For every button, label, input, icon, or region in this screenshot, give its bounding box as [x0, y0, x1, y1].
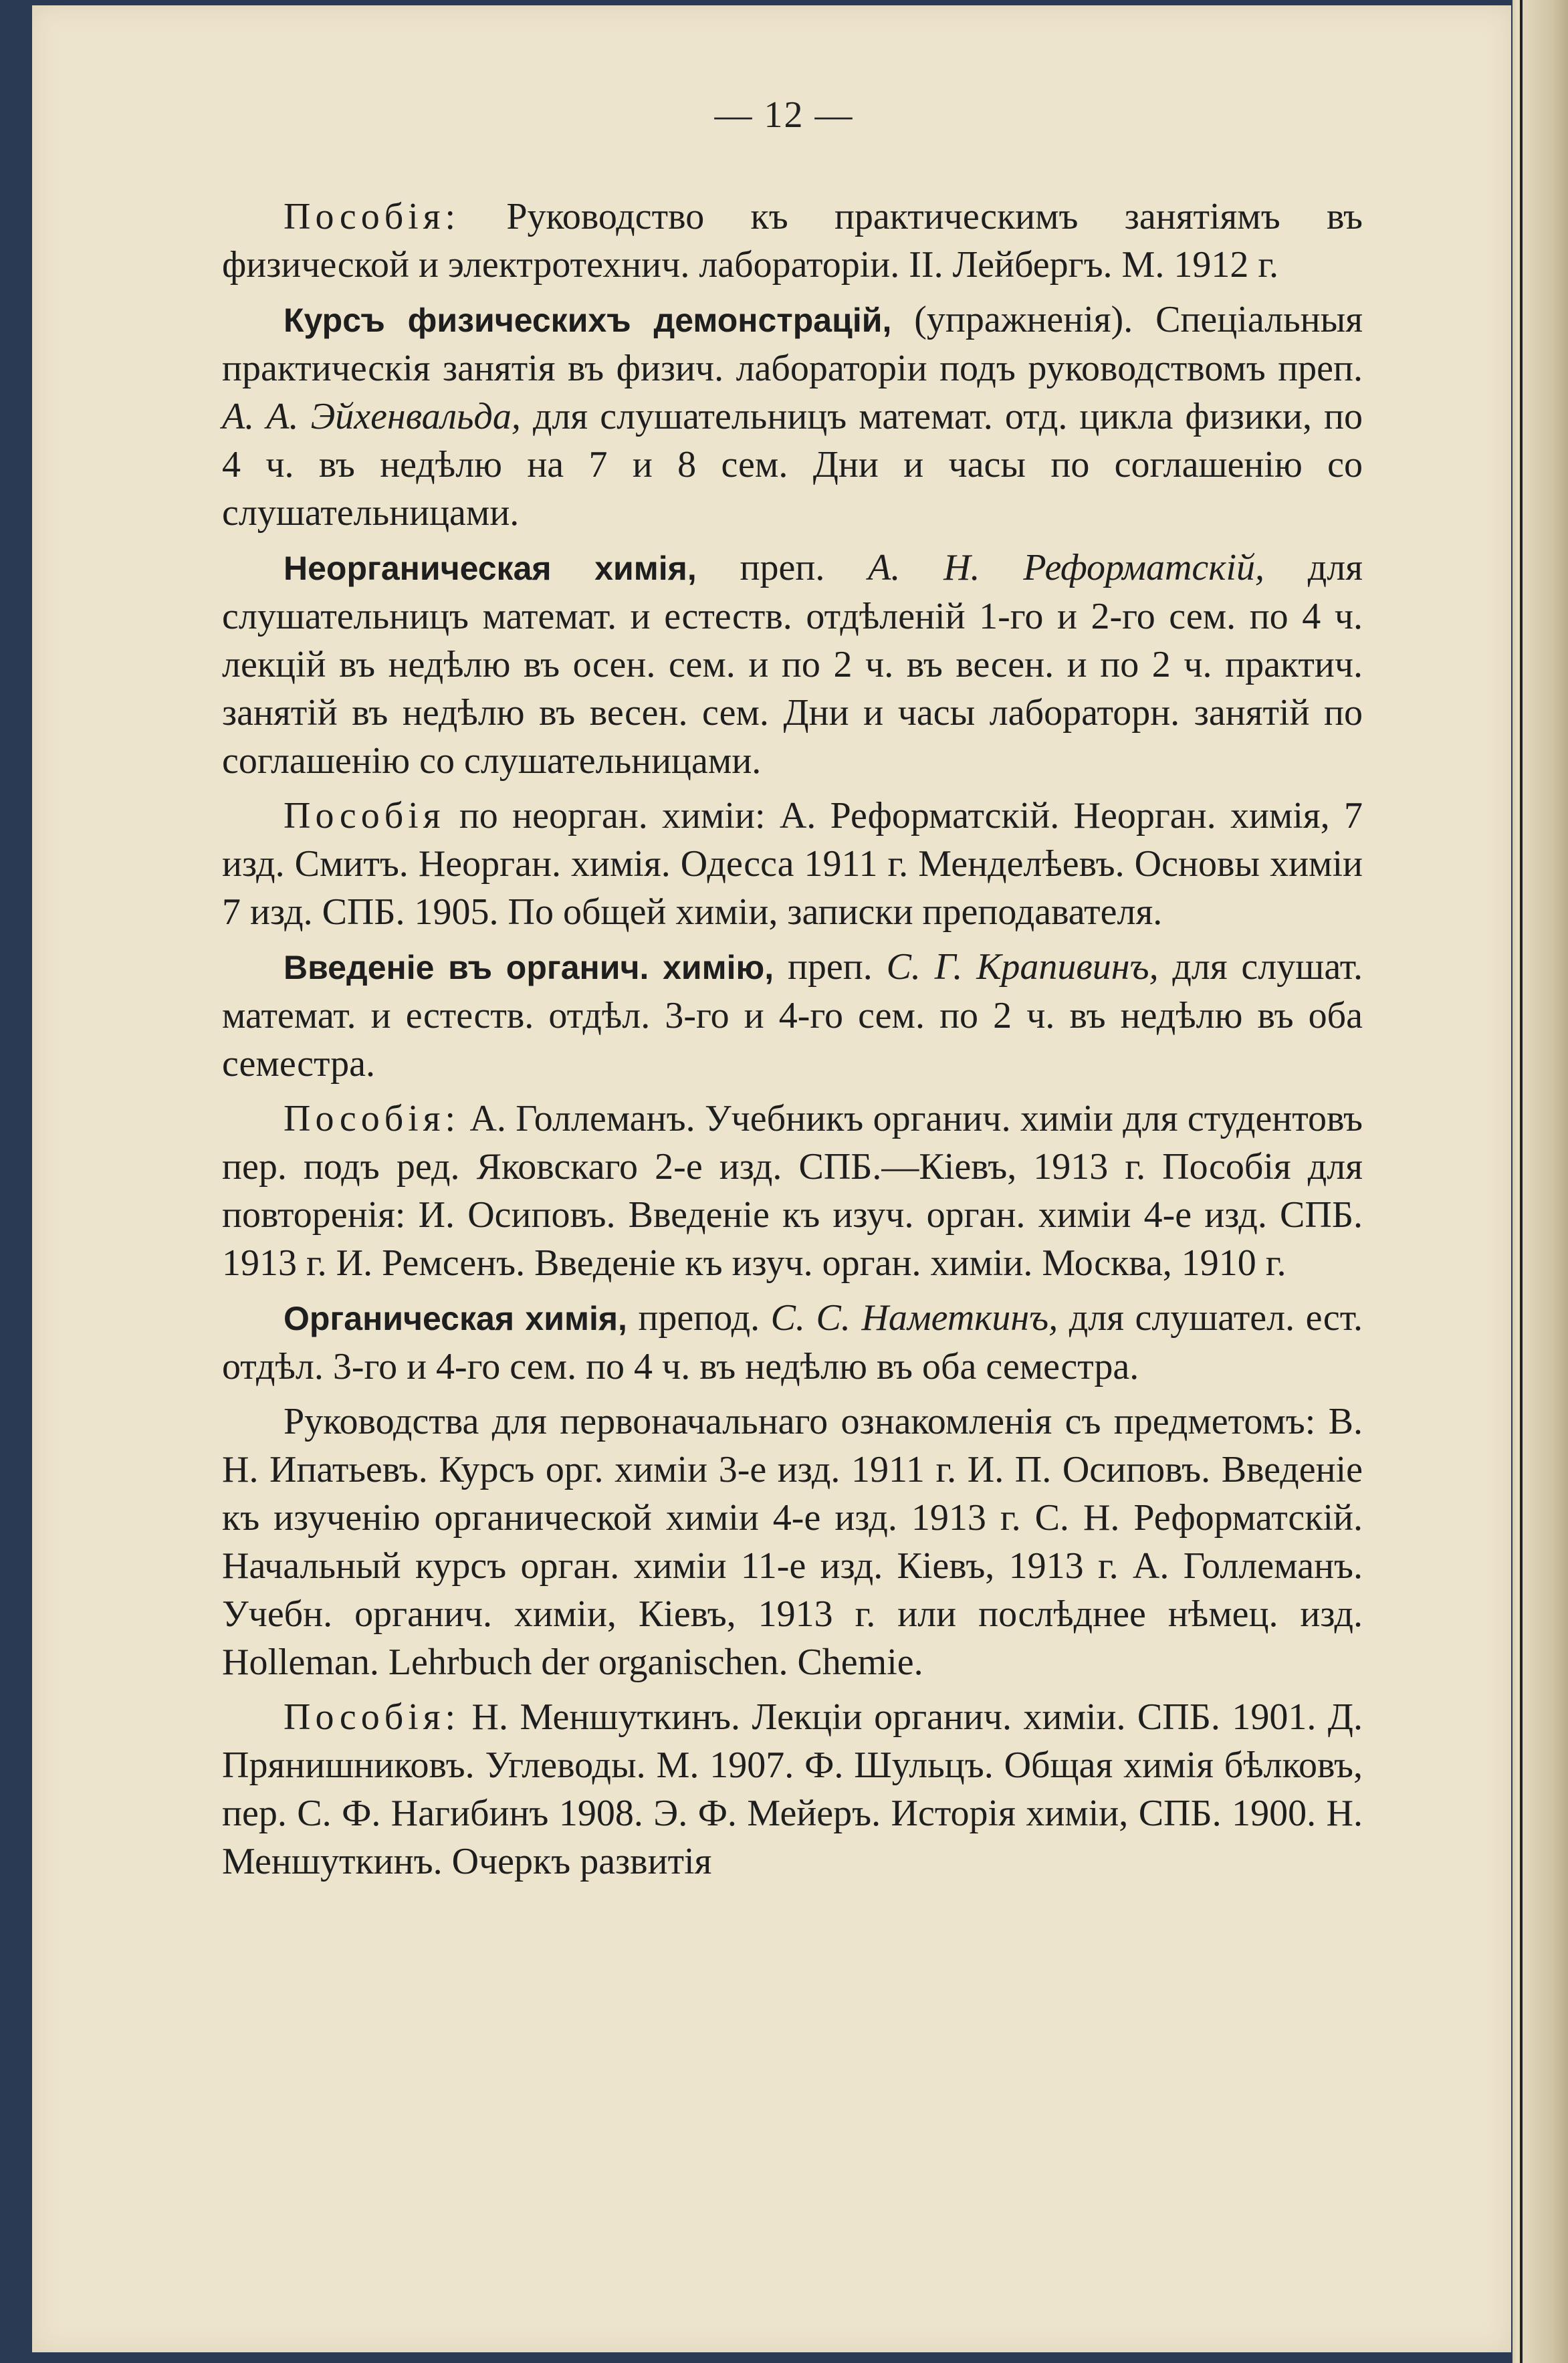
paragraph-text: для слушател. ест. отдѣл. 3-го и 4-го сем. по 4 ч. въ недѣлю въ оба семестра. — [222, 1297, 1363, 1387]
paragraph-organic-guides — [222, 1397, 1363, 1686]
course-heading: Неорганическая химія, — [284, 550, 697, 587]
paragraph-physics-manuals — [222, 193, 1363, 289]
paragraph-text: для слушательницъ математ. и естеств. отдѣленій 1-го и 2-го сем. по 4 ч. лекцій въ недѣлю въ осен. сем. и по 2 ч. въ весен. и по 2 ч. практич. занятій въ недѣлю въ весен. сем. Дни и часы лабораторн. занятій по соглашенію со слушательницами. — [222, 547, 1363, 782]
paragraph-lead: Пособія: — [284, 1098, 461, 1139]
lecturer-name: А. А. Эйхенвальда, — [222, 396, 521, 437]
paragraph-organic-manuals — [222, 1693, 1363, 1886]
paragraph-text: преп. — [696, 547, 869, 588]
paragraph-lead: Пособія: — [284, 196, 461, 237]
paragraph-text: Руководство къ практическимъ занятіямъ въ физической и электротехнич. лабораторіи. II. Лейбергъ. М. 1912 г. — [222, 196, 1363, 286]
paragraph-intro-organic — [222, 943, 1363, 1088]
page-number: — 12 — — [714, 94, 854, 136]
paragraph-text: преп. — [774, 946, 887, 988]
paragraph-organic-chemistry — [222, 1294, 1363, 1391]
paragraph-inorganic-chemistry — [222, 544, 1363, 785]
lecturer-name: С. Г. Крапивинъ, — [886, 946, 1159, 988]
course-heading: Введеніе въ органич. химію, — [284, 949, 774, 986]
paragraph-physics-demonstrations — [222, 296, 1363, 537]
paragraph-text: Н. Меншуткинъ. Лекціи органич. химіи. СПБ. 1901. Д. Прянишниковъ. Углеводы. М. 1907. Ф. Шульцъ. Общая химія бѣлковъ, пер. С. Ф. Нагибинъ 1908. Э. Ф. Мейеръ. Исторія химіи, СПБ. 1900. Н. Меншуткинъ. Очеркъ развитія — [222, 1696, 1363, 1882]
lecturer-name: А. Н. Реформатскій, — [868, 547, 1264, 588]
paragraph-text: Руководства для первоначальнаго ознакомленія съ предметомъ: В. Н. Ипатьевъ. Курсъ орг. химіи 3-е изд. 1911 г. И. П. Осиповъ. Введеніе къ изученію органической химіи 4-е изд. 1913 г. С. Н. Реформатскій. Начальный курсъ орган. химіи 11-е изд. Кіевъ, 1913 г. А. Голлеманъ. Учебн. органич. химіи, Кіевъ, 1913 г. или послѣднее нѣмец. изд. Holleman. Lehrbuch der organischen. Chemie. — [222, 1401, 1363, 1683]
course-heading: Органическая химія, — [284, 1300, 627, 1337]
page-text — [222, 193, 1363, 1892]
paragraph-text: препод. — [627, 1297, 771, 1339]
paragraph-lead: Пособія: — [284, 1696, 461, 1738]
course-heading: Курсъ физическихъ демонстрацій, — [284, 302, 892, 339]
paragraph-lead: Пособія — [284, 795, 445, 836]
lecturer-name: С. С. Наметкинъ, — [770, 1297, 1058, 1339]
paragraph-text: (упражненія). Спеціальныя практическія занятія въ физич. лабораторіи подъ руководствомъ преп. — [222, 299, 1363, 389]
paragraph-text: для слушат. математ. и естеств. отдѣл. 3-го и 4-го сем. по 2 ч. въ недѣлю въ оба семестра. — [222, 946, 1363, 1085]
paragraph-text: для слушательницъ математ. отд. цикла физики, по 4 ч. въ недѣлю на 7 и 8 сем. Дни и часы по соглашенію со слушательницами. — [222, 396, 1363, 534]
paragraph-inorganic-manuals — [222, 792, 1363, 936]
page-edge-line — [1520, 0, 1523, 2363]
paragraph-text: А. Голлеманъ. Учебникъ органич. химіи для студентовъ пер. подъ ред. Яковскаго 2-е изд. СПБ.—Кіевъ, 1913 г. Пособія для повторенія: И. Осиповъ. Введеніе къ изуч. орган. химіи 4-е изд. СПБ. 1913 г. И. Ремсенъ. Введеніе къ изуч. орган. химіи. Москва, 1910 г. — [222, 1098, 1363, 1284]
paragraph-text: по неорган. химіи: А. Реформатскій. Неорган. химія, 7 изд. Смитъ. Неорган. химія. Одесса 1911 г. Менделѣевъ. Основы химіи 7 изд. СПБ. 1905. По общей химіи, записки преподавателя. — [222, 795, 1363, 933]
paragraph-intro-organic-manuals — [222, 1095, 1363, 1287]
